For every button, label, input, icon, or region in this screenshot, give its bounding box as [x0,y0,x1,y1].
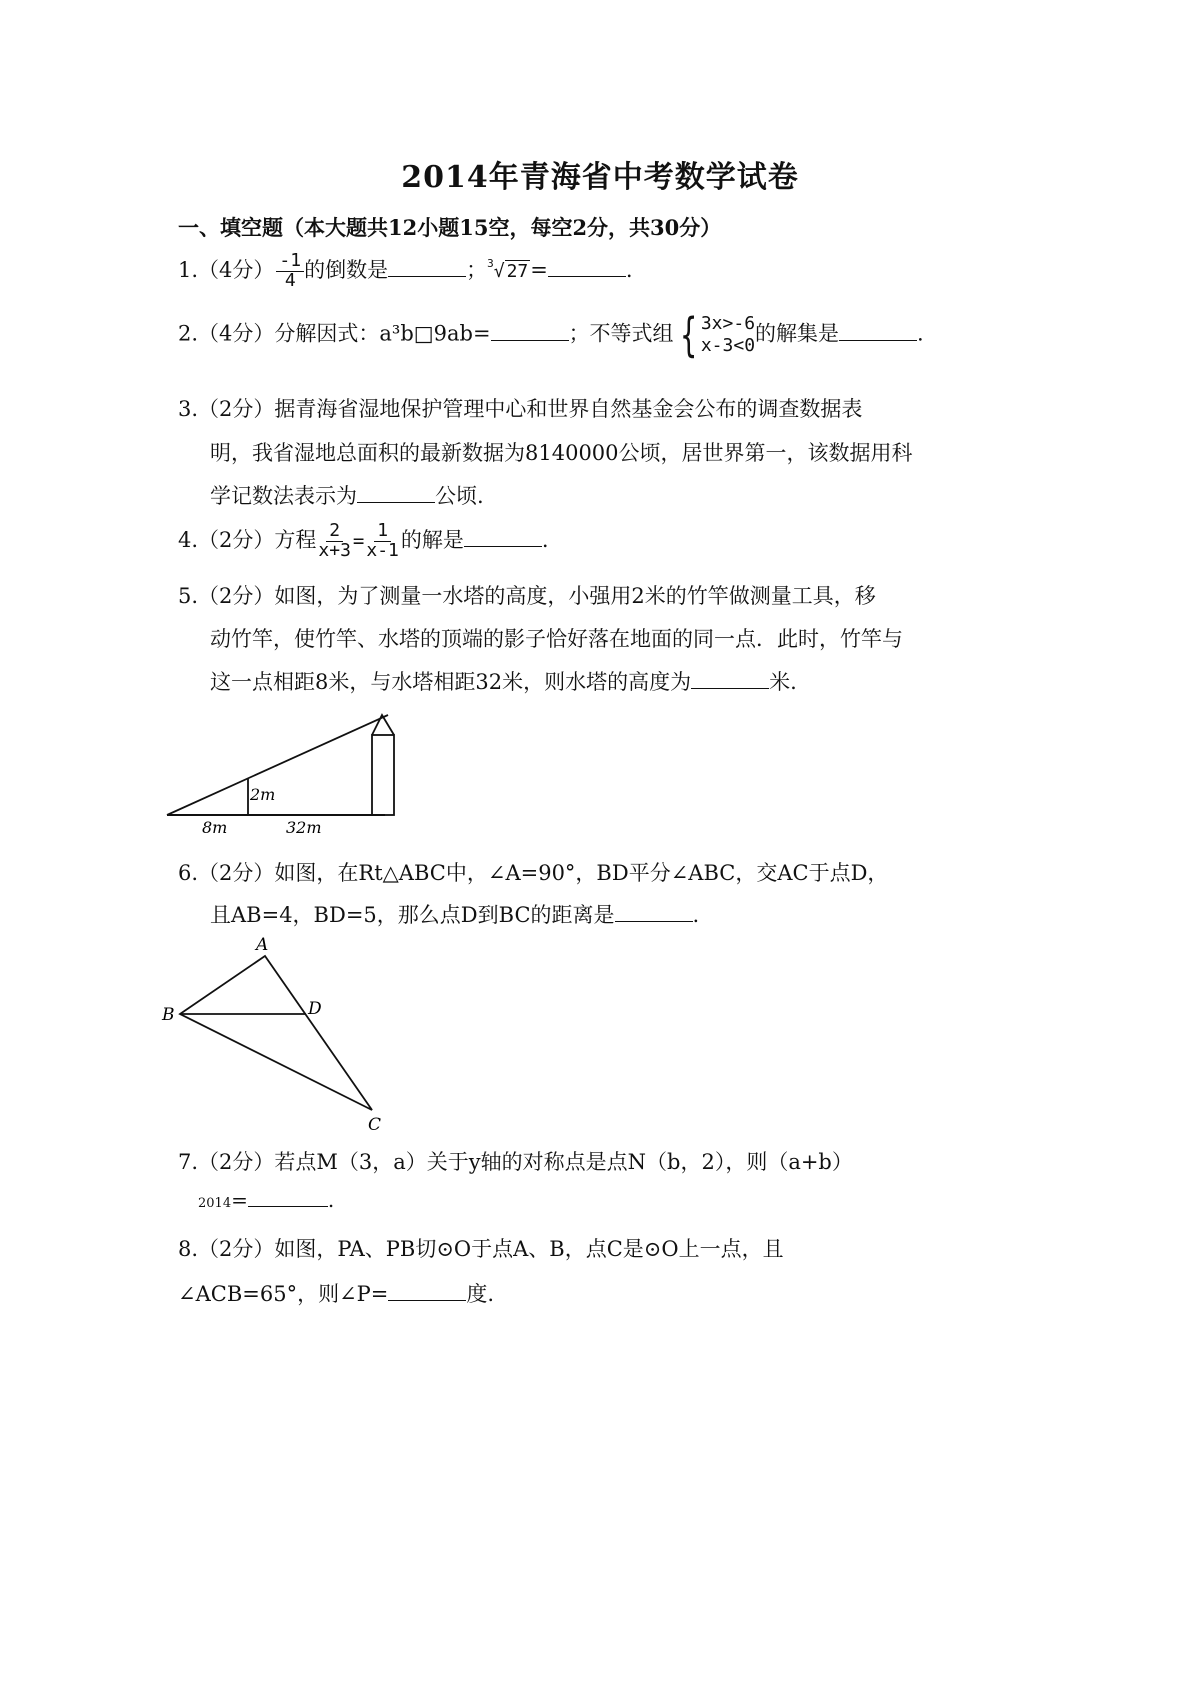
q1-blank-1[interactable] [388,258,466,277]
q4-f1-num: 2 [326,522,343,542]
q6-line-1: 6.（2分）如图，在Rt△ABC中，∠A=90°，BD平分∠ABC，交AC于点D， [178,861,889,885]
q3-line-1: 3.（2分）据青海省湿地保护管理中心和世界自然基金会公布的调查数据表 [178,397,863,421]
q2-inequality-system [674,308,756,362]
q2-text: 的解集是 [755,321,840,346]
q1-frac-den: 4 [284,269,296,291]
q3-blank[interactable] [357,484,435,503]
q4-end: . [541,527,549,552]
q8-blank[interactable] [388,1282,466,1301]
q6-line-2 [210,899,699,929]
q3-end: 公顷. [435,484,484,508]
q4-f2-den: x-1 [366,539,399,561]
q2-prefix: 2.（4分）分解因式： [178,321,380,346]
q8-line-2 [178,1278,494,1308]
q5-line-2: 动竹竿，使竹竿、水塔的顶端的影子恰好落在地面的同一点．此时，竹竿与 [210,627,903,651]
question-2 [178,308,924,362]
q7-eq: = [231,1188,248,1212]
q1-fraction [276,252,304,291]
q3-line-3 [210,480,484,510]
question-1 [178,252,633,291]
q4-fraction-2 [364,522,401,561]
fig-label-right: 32m [286,818,322,837]
q5-blank[interactable] [691,670,769,689]
q5-text: 这一点相距8米，与水塔相距32米，则水塔的高度为 [210,670,692,694]
tower-roof [372,715,394,735]
q1-end: . [625,257,633,282]
q4-eq: = [352,529,365,552]
q1-frac-sign: - [279,250,291,271]
q1-blank-2[interactable] [548,258,626,277]
q1-root-index: 3 [487,256,494,270]
q4-f1-den: x+3 [318,539,351,561]
question-4 [178,522,549,561]
q7-line-1: 7.（2分）若点M（3，a）关于y轴的对称点是点N（b，2），则（a+b） [178,1150,853,1174]
q6-text: 且AB=4，BD=5，那么点D到BC的距离是 [210,903,615,927]
fig-label-pole: 2m [250,785,276,804]
page-title: 2014年青海省中考数学试卷 [401,160,799,195]
q4-fraction-1 [316,522,353,561]
q7-end: . [327,1188,335,1212]
q1-eq: = [530,257,548,282]
q4-blank[interactable] [464,528,542,547]
q2-blank-2[interactable] [839,322,917,341]
fig-label-d: D [308,999,322,1019]
q1-prefix: 1.（4分） [178,257,275,282]
q3-line-2: 明，我省湿地总面积的最新数据为8140000公顷，居世界第一，该数据用科 [210,441,913,465]
q6-blank[interactable] [615,903,693,922]
shadow-line [167,715,388,815]
q5-end: 米. [769,670,797,694]
q2-expr: a³b□9ab= [379,321,491,346]
q7-exponent: 2014 [198,1196,232,1211]
q7-line-2 [198,1188,334,1212]
q8-end: 度. [466,1282,495,1306]
q6-end: . [692,903,700,927]
q5-figure [160,705,460,840]
fig-label-a: A [256,935,269,955]
q2-sys-row-1: 3x>-6 [700,313,756,335]
q8-text: ∠ACB=65°，则∠P= [178,1282,389,1306]
fig-label-b: B [162,1005,175,1025]
q7-blank[interactable] [248,1188,328,1207]
fig-label-left: 8m [202,818,228,837]
triangle-abc [180,956,372,1110]
q1-cube-root: $^3$√ 27 [487,256,529,282]
q5-line-1: 5.（2分）如图，为了测量一水塔的高度，小强用2米的竹竿做测量工具，移 [178,584,876,608]
water-tower [372,735,394,815]
q4-prefix: 4.（2分）方程 [178,527,317,552]
q3-text: 学记数法表示为 [210,484,357,508]
q4-f2-num: 1 [374,522,391,542]
fig-label-c: C [368,1115,382,1135]
q1-sep: ； [466,257,488,282]
q2-blank-1[interactable] [491,322,569,341]
q8-line-1: 8.（2分）如图，PA、PB切⊙O于点A、B，点C是⊙O上一点，且 [178,1237,784,1261]
q1-text: 的倒数是 [304,257,389,282]
q1-frac-num: 1 [290,250,302,271]
q1-root-radicand: 27 [506,260,529,282]
q2-sys-row-2: x-3<0 [700,335,756,356]
q5-line-3 [210,666,797,696]
section-heading: 一、填空题（本大题共12小题15空，每空2分，共30分） [178,215,722,240]
brace-icon: { [679,308,697,362]
q2-sep: ；不等式组 [568,321,674,346]
q2-end: . [917,321,924,346]
q4-text: 的解是 [400,527,464,552]
q6-figure [160,932,400,1137]
